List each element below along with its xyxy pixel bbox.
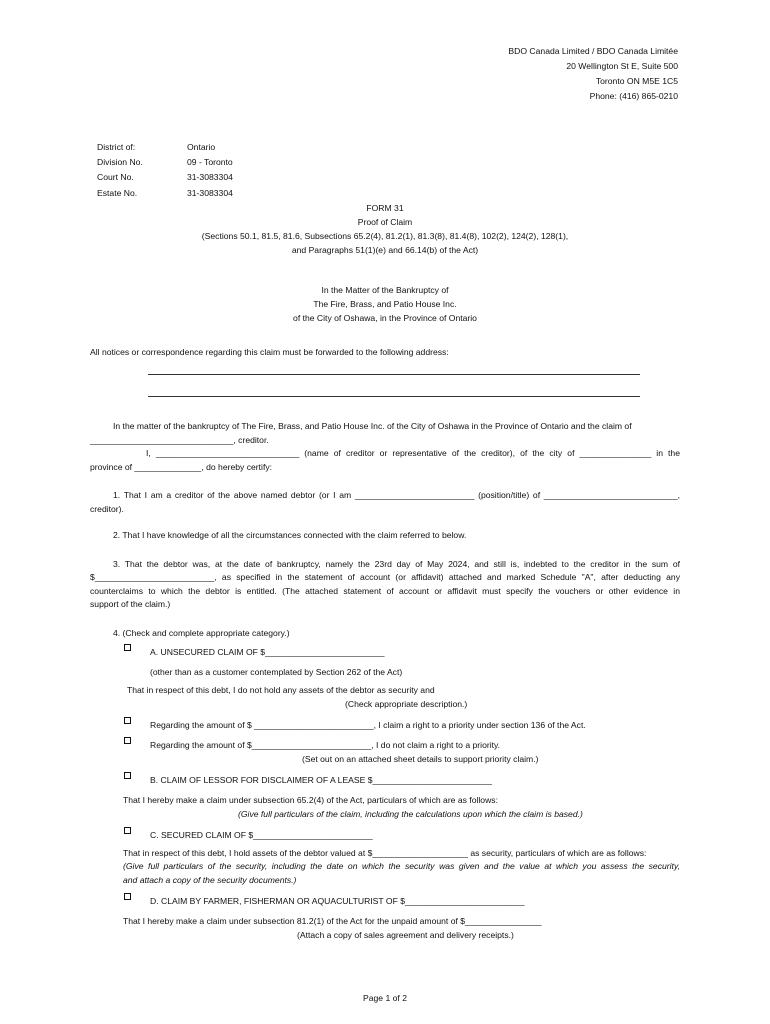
checkbox-priority-claim[interactable] xyxy=(124,717,131,724)
paragraph-2: 2. That I have knowledge of all the circumstances connected with the claim referred to below. xyxy=(113,530,467,540)
notices-text: All notices or correspondence regarding this claim must be forwarded to the following address: xyxy=(90,347,449,357)
info-label: Court No. xyxy=(97,172,134,182)
farmer-claim-label: D. CLAIM BY FARMER, FISHERMAN OR AQUACULTURIST OF $_________________________ xyxy=(150,896,525,906)
checkbox-lessor-claim[interactable] xyxy=(124,772,131,779)
checkbox-no-priority-claim[interactable] xyxy=(124,737,131,744)
page-number: Page 1 of 2 xyxy=(363,993,407,1003)
header-line-1: BDO Canada Limited / BDO Canada Limitée xyxy=(508,46,678,56)
paragraph-1-line-2: creditor). xyxy=(90,504,124,514)
info-label: Estate No. xyxy=(97,188,138,198)
header-line-3: Toronto ON M5E 1C5 xyxy=(595,76,678,86)
header-phone: Phone: (416) 865-0210 xyxy=(589,91,678,101)
paragraph-3-line-1: 3. That the debtor was, at the date of bankruptcy, namely the 23rd day of May 2024, and still is, indebted to the creditor in the sum of xyxy=(113,559,680,569)
lessor-claim-note: (Give full particulars of the claim, including the calculations upon which the claim is based.) xyxy=(238,809,583,819)
checkbox-unsecured-claim[interactable] xyxy=(124,644,131,651)
info-value: Ontario xyxy=(187,142,216,152)
farmer-claim-note: (Attach a copy of sales agreement and delivery receipts.) xyxy=(297,930,514,940)
info-label: Division No. xyxy=(97,157,143,167)
paragraph-3-line-3: counterclaims to which the debtor is entitled. (The attached statement of account or affidavit must specify the vouchers or other evidence in xyxy=(90,586,680,596)
intro-line-3: I, ______________________________ (name of creditor or representative of the creditor), of the city of _______________ in the xyxy=(146,448,680,458)
intro-line-1: In the matter of the bankruptcy of The Fire, Brass, and Patio House Inc. of the City of Oshawa in the Province of Ontario and the claim of xyxy=(113,421,632,431)
intro-line-2: ______________________________, creditor. xyxy=(90,435,269,445)
paragraph-4-heading: 4. (Check and complete appropriate category.) xyxy=(113,628,290,638)
address-line-2[interactable] xyxy=(148,396,640,397)
paragraph-3-line-2: $_________________________, as specified in the statement of account (or affidavit) attached and marked Schedule "A", after deducting any xyxy=(90,572,680,582)
lessor-claim-label: B. CLAIM OF LESSOR FOR DISCLAIMER OF A LEASE $_________________________ xyxy=(150,775,493,785)
secured-claim-note-line-1: (Give full particulars of the security, including the date on which the security was given and the value at which you assess the security, xyxy=(123,861,680,871)
matter-line-1: In the Matter of the Bankruptcy of xyxy=(321,285,449,295)
farmer-claim-text: That I hereby make a claim under subsection 81.2(1) of the Act for the unpaid amount of $________________ xyxy=(123,916,542,926)
header-line-2: 20 Wellington St E, Suite 500 xyxy=(566,61,678,71)
secured-claim-note-line-2: and attach a copy of the security documents.) xyxy=(123,875,297,885)
intro-line-4: province of ______________, do hereby certify: xyxy=(90,462,273,472)
priority-claim-option: Regarding the amount of $ _________________________, I claim a right to a priority under section 136 of the Act. xyxy=(150,720,586,730)
info-value: 09 - Toronto xyxy=(187,157,233,167)
matter-line-3: of the City of Oshawa, in the Province of Ontario xyxy=(293,313,477,323)
paragraph-3-line-4: support of the claim.) xyxy=(90,599,171,609)
matter-line-2: The Fire, Brass, and Patio House Inc. xyxy=(313,299,457,309)
info-value: 31-3083304 xyxy=(187,188,233,198)
lessor-claim-text: That I hereby make a claim under subsection 65.2(4) of the Act, particulars of which are as follows: xyxy=(123,795,498,805)
unsecured-claim-label: A. UNSECURED CLAIM OF $_________________________ xyxy=(150,647,385,657)
address-line-1[interactable] xyxy=(148,374,640,375)
no-priority-claim-option: Regarding the amount of $_________________________, I do not claim a right to a priority. xyxy=(150,740,501,750)
form-sections-line-1: (Sections 50.1, 81.5, 81.6, Subsections 65.2(4), 81.2(1), 81.3(8), 81.4(8), 102(2), 124(2), 128(1), xyxy=(201,231,569,241)
priority-support-note: (Set out on an attached sheet details to support priority claim.) xyxy=(302,754,539,764)
form-sections-line-2: and Paragraphs 51(1)(e) and 66.14(b) of the Act) xyxy=(291,245,479,255)
check-description-note: (Check appropriate description.) xyxy=(345,699,468,709)
paragraph-1-line-1: 1. That I am a creditor of the above named debtor (or I am _________________________ (position/title) of ____________________________, xyxy=(113,490,680,500)
info-value: 31-3083304 xyxy=(187,172,233,182)
form-subtitle: Proof of Claim xyxy=(357,217,413,227)
form-title: FORM 31 xyxy=(366,203,404,213)
unsecured-claim-note: (other than as a customer contemplated by Section 262 of the Act) xyxy=(150,667,403,677)
secured-claim-label: C. SECURED CLAIM OF $_________________________ xyxy=(150,830,373,840)
unsecured-respect-text: That in respect of this debt, I do not hold any assets of the debtor as security and xyxy=(127,685,435,695)
info-label: District of: xyxy=(97,142,136,152)
checkbox-secured-claim[interactable] xyxy=(124,827,131,834)
secured-claim-text: That in respect of this debt, I hold assets of the debtor valued at $____________________ as security, particulars of which are as follows: xyxy=(123,848,647,858)
checkbox-farmer-claim[interactable] xyxy=(124,893,131,900)
